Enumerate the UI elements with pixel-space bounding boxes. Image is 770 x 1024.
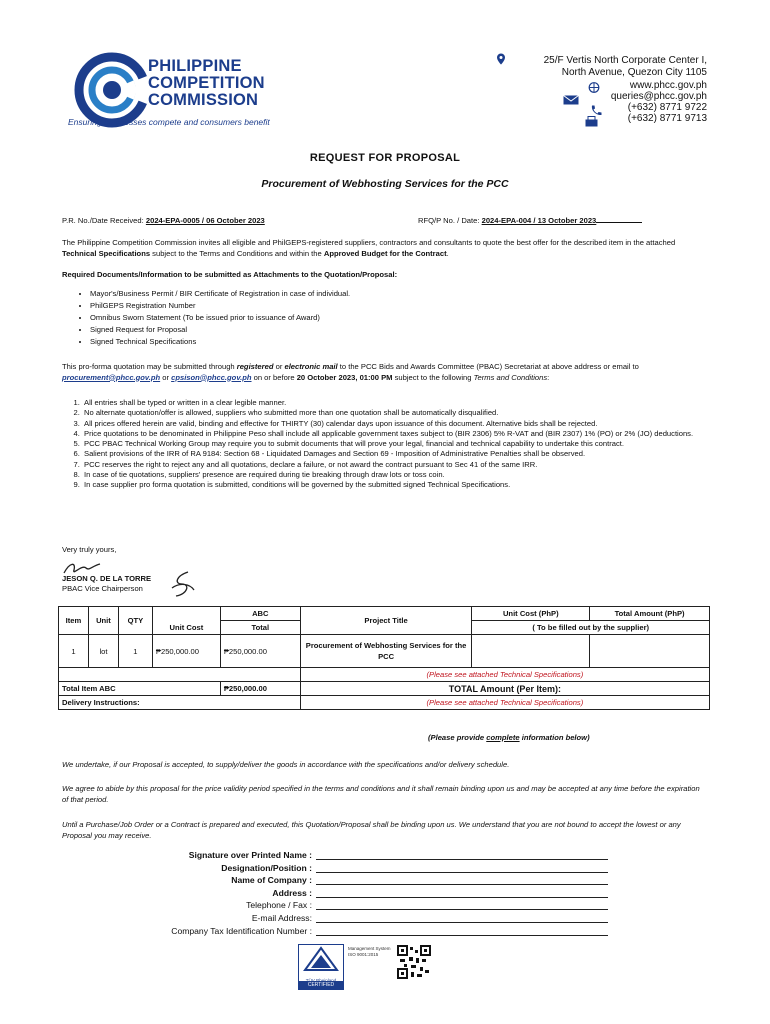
cell-unit: lot <box>88 635 118 668</box>
header-project-title: Project Title <box>300 607 472 635</box>
header-unit: Unit <box>88 607 118 635</box>
cell-qty: 1 <box>118 635 152 668</box>
pr-number <box>62 216 265 227</box>
sig-label: Signature over Printed Name : <box>188 850 312 860</box>
triangle-logo-icon <box>299 945 343 973</box>
signatory-title: PBAC Vice Chairperson <box>62 584 143 593</box>
intro-paragraph: The Philippine Competition Commission invites all eligible and PhilGEPS-registered suppliers, contractors and consultants to quote the best offer for the described item in the attached Technical Specifications subject to the Terms and Conditions and within the Approved Budget for the Contract. <box>62 238 676 258</box>
required-list <box>62 288 690 348</box>
list-item: • Omnibus Sworn Statement (To be issued prior to issuance of Award) <box>90 312 690 324</box>
list-item: 7. PCC reserves the right to reject any and all quotations, declare a failure, or not award the contract pursuant to Sec 41 of the same IRR. <box>82 460 722 470</box>
cpsison-email-link[interactable]: cpsison@phcc.gov.ph <box>171 372 252 382</box>
list-item: • PhilGEPS Registration Number <box>90 300 690 312</box>
list-item: • Signed Request for Proposal <box>90 324 690 336</box>
see-specs-note: (Please see attached Technical Specifications) <box>300 668 709 682</box>
tin-field[interactable] <box>316 925 608 936</box>
quotation-table <box>58 606 710 710</box>
cert-text: Management System ISO 9001:2015 <box>348 946 391 957</box>
tagline: Ensuring businesses compete and consumers benefit <box>68 117 270 127</box>
tuv-certification-badge <box>298 944 344 990</box>
cell-unit-cost: ₱250,000.00 <box>152 635 220 668</box>
sig-label: Name of Company : <box>231 875 312 886</box>
header-abc: ABC <box>220 607 300 621</box>
globe-icon <box>587 80 601 91</box>
total-item-abc-label: Total Item ABC <box>59 682 221 696</box>
total-item-abc-value: ₱250,000.00 <box>220 682 300 696</box>
sig-label: Address : <box>272 887 312 898</box>
list-item: 6. Salient provisions of the IRR of RA 9184: Section 68 - Liquidated Damages and Section 69 - Imposition of Administrative Penalties shall be observed. <box>82 449 722 459</box>
website[interactable]: www.phcc.gov.ph <box>629 80 707 91</box>
provide-note: (Please provide complete information below) <box>428 733 590 742</box>
list-item: 5. PCC PBAC Technical Working Group may require you to submit documents that will prove your legal, financial and technical capability to undertake this contract. <box>82 439 722 449</box>
header-item: Item <box>59 607 89 635</box>
list-item: • Mayor's/Business Permit / BIR Certificate of Registration in case of individual. <box>90 288 690 300</box>
signatory-name: JESON Q. DE LA TORRE <box>62 574 152 583</box>
document-subtitle: Procurement of Webhosting Services for the PCC <box>261 178 509 190</box>
phone-icon <box>590 103 602 114</box>
delivery-label: Delivery Instructions: <box>59 696 301 710</box>
header-qty: QTY <box>118 607 152 635</box>
closing: Very truly yours, <box>62 545 117 554</box>
signature-field[interactable] <box>316 849 608 860</box>
undertake-statement: We undertake, if our Proposal is accepted, to supply/deliver the goods in accordance with the specifications and/or delivery schedule. <box>62 760 510 769</box>
rfq-number <box>418 216 642 227</box>
header-to-be-filled: ( To be filled out by the supplier) <box>472 621 710 635</box>
cell-supplier-unit-cost[interactable] <box>472 635 590 668</box>
qr-code-icon <box>397 945 431 979</box>
company-name-field[interactable] <box>316 874 608 885</box>
address-line: North Avenue, Quezon City 1105 <box>561 67 707 78</box>
sig-label: Telephone / Fax : <box>246 900 312 911</box>
list-item: 3. All prices offered herein are valid, binding and effective for THIRTY (30) calendar days upon issuance of this document. Alternative bids shall be rejected. <box>82 419 722 429</box>
signature-icon <box>168 570 196 600</box>
cell-supplier-total-amount[interactable] <box>590 635 710 668</box>
delivery-value: (Please see attached Technical Specifications) <box>300 696 709 710</box>
document-title: REQUEST FOR PROPOSAL <box>309 152 461 164</box>
header-blank <box>152 607 220 621</box>
procurement-email-link[interactable]: procurement@phcc.gov.ph <box>62 372 161 382</box>
list-item: 4. Price quotations to be denominated in Philippine Peso shall include all applicable government taxes subject to (BIR 2306) 5% R-VAT and (BIR 2307) 1% (PO) or 2% (JO) deductions. <box>82 429 722 439</box>
header-unit-cost: Unit Cost <box>152 621 220 635</box>
pr-label: P.R. No./Date Received: <box>62 216 144 225</box>
proforma-paragraph: This pro-forma quotation may be submitted through registered or electronic mail to the PCC Bids and Awards Committee (PBAC) Secretariat at above address or email to procurement@phcc.gov.ph or cpsison@phcc.gov.ph on or before 20 October 2023, 01:00 PM subject to the following Terms and Conditions: <box>62 362 639 382</box>
location-pin-icon <box>495 52 507 64</box>
mail-icon <box>563 92 579 102</box>
org-name: PHILIPPINE COMPETITION COMMISSION <box>148 57 265 109</box>
cert-certified: CERTIFIED <box>299 981 343 989</box>
header-total-amount-php: Total Amount (PhP) <box>590 607 710 621</box>
cell-project: Procurement of Webhosting Services for the PCC <box>300 635 472 668</box>
email-address-field[interactable] <box>316 912 608 923</box>
list-item: 2. No alternate quotation/offer is allowed, suppliers who submitted more than one quotation shall be automatically disqualified. <box>82 408 722 418</box>
address-block <box>510 55 707 79</box>
fax-icon <box>585 114 598 125</box>
row-blank <box>59 668 301 682</box>
total-amount-label: TOTAL Amount (Per Item): <box>300 682 709 696</box>
header-total: Total <box>220 621 300 635</box>
until-statement: Until a Purchase/Job Order or a Contract is prepared and executed, this Quotation/Proposal shall be binding upon us. We understand that you are not bound to accept the lowest or any Proposal you may receive. <box>62 820 681 840</box>
agree-statement: We agree to abide by this proposal for the price validity period specified in the terms and conditions and it shall remain binding upon us and may be accepted at any time before the expiration of that period. <box>62 784 700 804</box>
header-unit-cost-php: Unit Cost (PhP) <box>472 607 590 621</box>
sig-label: Designation/Position : <box>221 862 312 873</box>
cell-item: 1 <box>59 635 89 668</box>
rfq-value: 2024-EPA-004 / 13 October 2023 <box>481 216 597 225</box>
pr-value: 2024-EPA-0005 / 06 October 2023 <box>145 216 265 225</box>
list-item: • Signed Technical Specifications <box>90 336 690 348</box>
cell-total: ₱250,000.00 <box>220 635 300 668</box>
telephone-fax-field[interactable] <box>316 899 608 910</box>
address-field[interactable] <box>316 887 608 898</box>
list-item: 1. All entries shall be typed or written in a clear legible manner. <box>82 398 722 408</box>
sig-label: Company Tax Identification Number : <box>171 925 312 936</box>
list-item: 9. In case supplier pro forma quotation is submitted, conditions will be governed by the submitted signed Technical Specifications. <box>82 480 722 490</box>
table-row <box>59 635 710 668</box>
signature-block <box>140 849 608 937</box>
terms-list <box>62 398 722 491</box>
phone: (+632) 8771 9722 <box>627 102 707 113</box>
required-heading: Required Documents/Information to be submitted as Attachments to the Quotation/Proposal: <box>62 270 398 279</box>
sig-label: E-mail Address: <box>251 912 312 923</box>
address-line: 25/F Vertis North Corporate Center I, <box>543 55 707 66</box>
designation-field[interactable] <box>316 862 608 873</box>
email[interactable]: queries@phcc.gov.ph <box>610 91 707 102</box>
rfq-label: RFQ/P No. / Date: <box>418 216 480 225</box>
fax: (+632) 8771 9713 <box>627 113 707 124</box>
list-item: 8. In case of tie quotations, suppliers' presence are required during tie breaking through draw lots or toss coin. <box>82 470 722 480</box>
